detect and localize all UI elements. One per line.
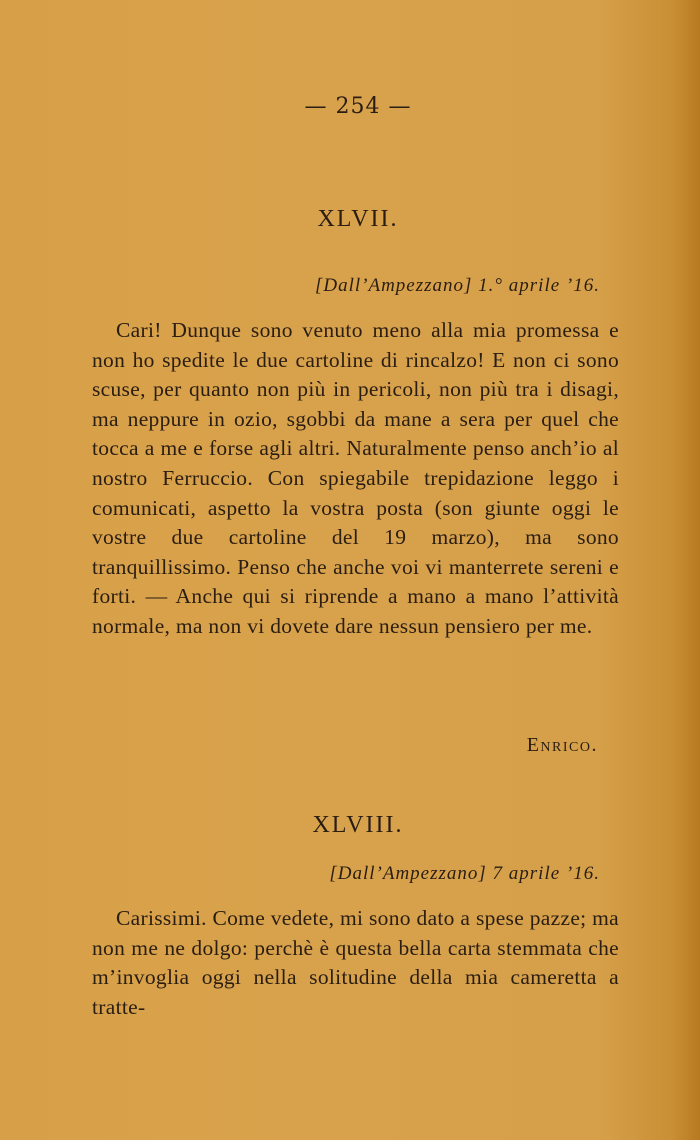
letter-signature: Enrico. [526, 734, 598, 756]
letter-body-xlviii: Carissimi. Come vedete, mi sono dato a spese pazze; ma non me ne dolgo: perchè è questa bella carta stemmata che m’invoglia oggi nella solitudine della mia cameretta a tratte- [92, 906, 619, 1019]
letter-dateline-xlviii: [Dall’Ampezzano] 7 aprile ’16. [329, 863, 600, 884]
letter-heading-xlviii: XLVIII. [312, 812, 404, 838]
page-number: — 254 — [304, 94, 412, 119]
letter-body-xlvii: Cari! Dunque sono venuto meno alla mia promessa e non ho spedite le due cartoline di rincalzo! E non ci sono scuse, per quanto non più in pericoli, non più tra i disagi, ma neppure in ozio, sgobbi da mane a sera per quel che tocca a me e forse agli altri. Naturalmente penso anch’io al nostro Ferruccio. Con spiegabile trepidazione leggo i comunicati, aspetto la vostra posta (son giunte oggi le vostre due cartoline del 19 marzo), ma sono tranquillissimo. Penso che anche voi vi manterrete sereni e forti. — Anche qui si riprende a mano a mano l’attività normale, ma non vi dovete dare nessun pensiero per me. [92, 318, 619, 638]
letter-dateline-xlvii: [Dall’Ampezzano] 1.° aprile ’16. [314, 275, 600, 296]
letter-heading-xlvii: XLVII. [317, 206, 399, 232]
